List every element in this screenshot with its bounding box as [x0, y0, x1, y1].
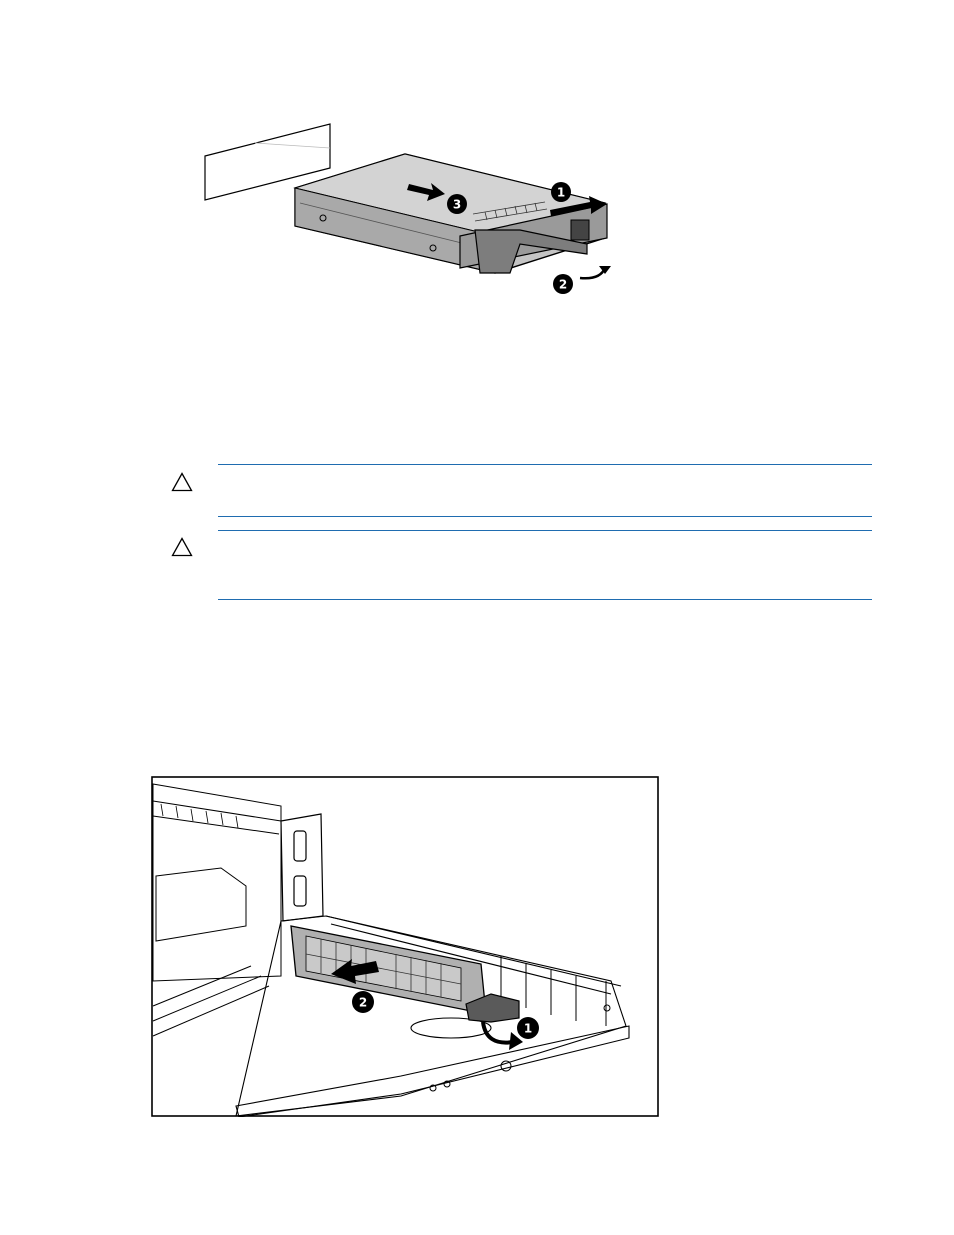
callout-2	[352, 991, 374, 1013]
svg-text:2: 2	[558, 277, 568, 292]
callout-3	[447, 194, 467, 214]
svg-text:1: 1	[523, 1021, 533, 1036]
caution-triangle-icon	[171, 472, 193, 492]
caution-top-rule	[218, 464, 872, 465]
callout-1	[517, 1017, 539, 1039]
caution-block-1	[168, 464, 872, 518]
callout-1	[551, 182, 571, 202]
drive-install-illustration	[195, 118, 625, 308]
caution-bottom-rule	[218, 599, 872, 600]
caution-block-2	[168, 530, 872, 602]
lever-swing-arrow	[580, 268, 605, 278]
drive-removal-illustration	[151, 776, 659, 1117]
svg-text:3: 3	[452, 197, 462, 212]
svg-text:1: 1	[556, 185, 566, 200]
caution-top-rule	[218, 530, 872, 531]
svg-text:2: 2	[358, 995, 368, 1010]
callout-2	[553, 274, 573, 294]
caution-bottom-rule	[218, 516, 872, 517]
caution-triangle-icon	[171, 537, 193, 557]
